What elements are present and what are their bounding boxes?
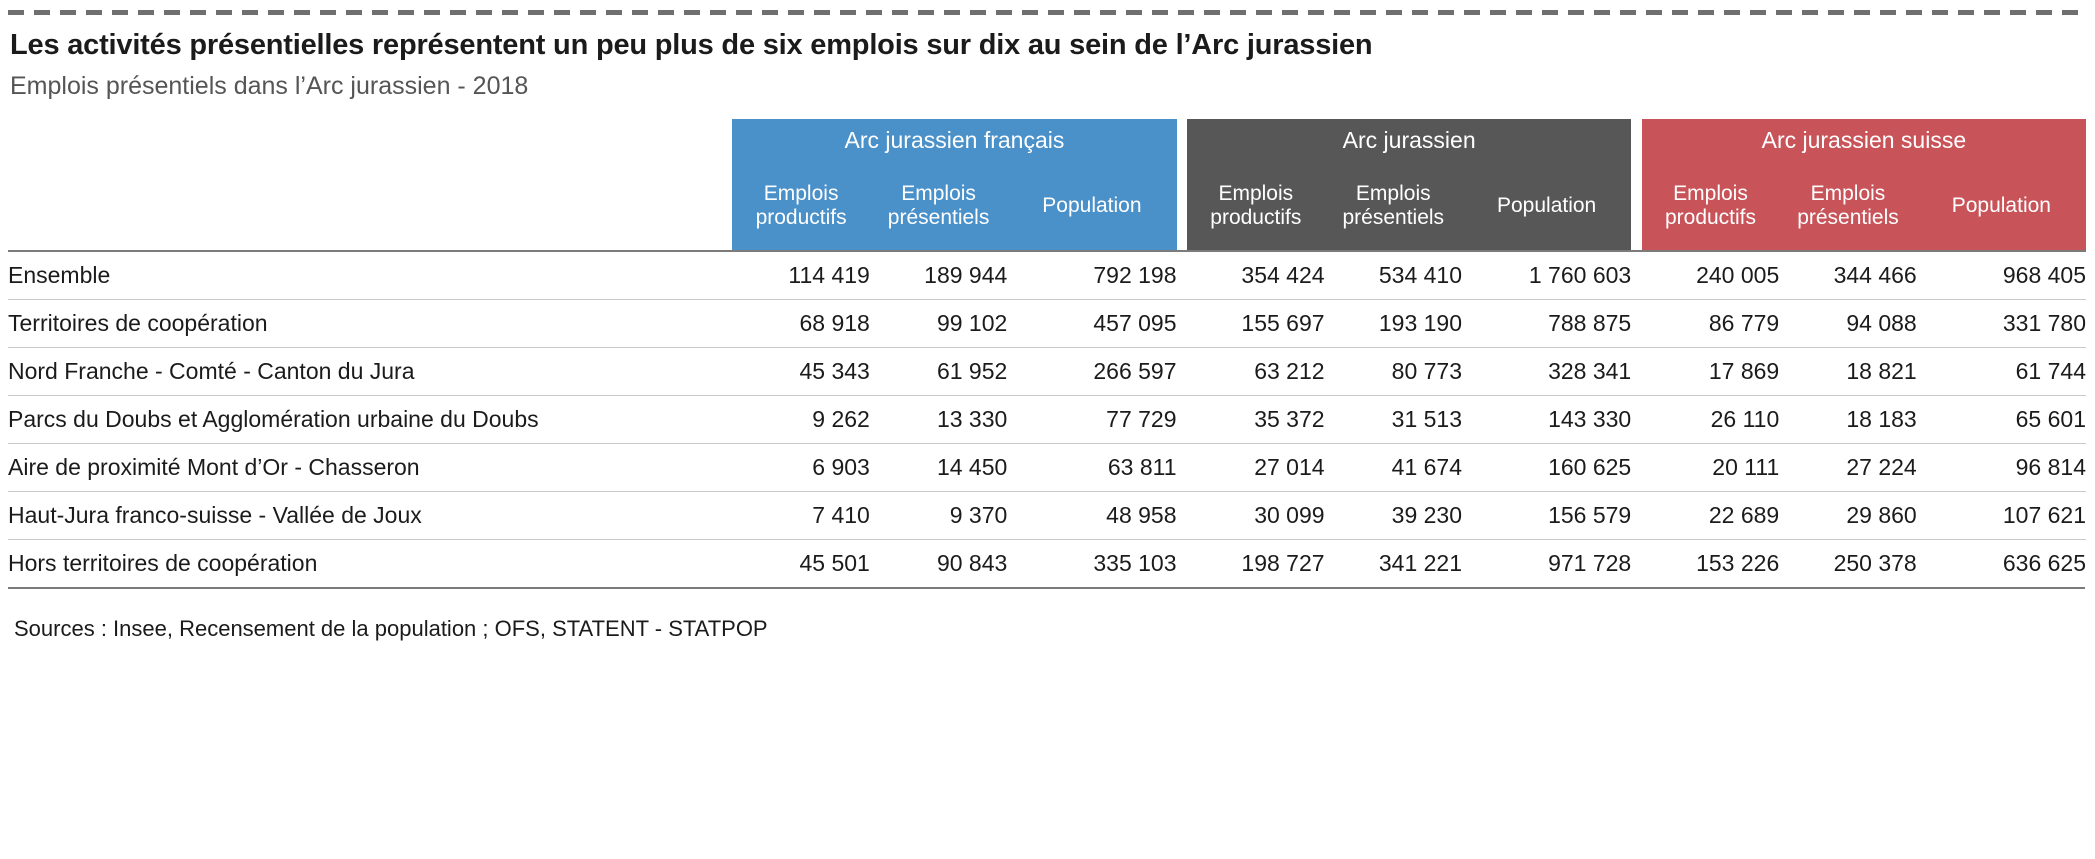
col-header-arc-emplois-productifs bbox=[1187, 161, 1324, 251]
col-header-line1: Emplois bbox=[1355, 182, 1431, 206]
table-row bbox=[8, 347, 2086, 395]
row-value: 335 103 bbox=[1007, 539, 1176, 587]
row-gap bbox=[1177, 299, 1188, 347]
row-gap bbox=[1177, 443, 1188, 491]
row-gap bbox=[1631, 251, 1642, 299]
row-value: 240 005 bbox=[1642, 251, 1779, 299]
row-value: 9 370 bbox=[870, 491, 1007, 539]
page-subtitle: Emplois présentiels dans l’Arc jurassien - 2018 bbox=[10, 72, 529, 101]
col-header-line1: Emplois bbox=[1810, 182, 1886, 206]
row-value: 328 341 bbox=[1462, 347, 1631, 395]
table-row bbox=[8, 299, 2086, 347]
row-value: 13 330 bbox=[870, 395, 1007, 443]
row-value: 331 780 bbox=[1917, 299, 2086, 347]
row-gap bbox=[1631, 443, 1642, 491]
row-label: Territoires de coopération bbox=[8, 299, 732, 347]
row-label: Hors territoires de coopération bbox=[8, 539, 732, 587]
page-root bbox=[0, 10, 2095, 859]
sources-block bbox=[8, 587, 2085, 642]
row-value: 14 450 bbox=[870, 443, 1007, 491]
col-header-fr-emplois-presentiels bbox=[870, 161, 1007, 251]
row-value: 18 821 bbox=[1779, 347, 1916, 395]
row-value: 1 760 603 bbox=[1462, 251, 1631, 299]
row-gap bbox=[1631, 347, 1642, 395]
row-value: 96 814 bbox=[1917, 443, 2086, 491]
row-value: 39 230 bbox=[1325, 491, 1462, 539]
row-value: 29 860 bbox=[1779, 491, 1916, 539]
sources-text: Sources : Insee, Recensement de la population ; OFS, STATENT - STATPOP bbox=[14, 616, 768, 642]
row-value: 48 958 bbox=[1007, 491, 1176, 539]
title-block bbox=[0, 15, 2095, 101]
row-label: Aire de proximité Mont d’Or - Chasseron bbox=[8, 443, 732, 491]
row-value: 457 095 bbox=[1007, 299, 1176, 347]
row-value: 77 729 bbox=[1007, 395, 1176, 443]
row-value: 45 343 bbox=[732, 347, 869, 395]
group-gap-3 bbox=[1177, 161, 1188, 251]
header-corner-cell bbox=[8, 119, 732, 161]
row-label: Parcs du Doubs et Agglomération urbaine du Doubs bbox=[8, 395, 732, 443]
row-value: 61 744 bbox=[1917, 347, 2086, 395]
row-label: Haut-Jura franco-suisse - Vallée de Joux bbox=[8, 491, 732, 539]
row-value: 9 262 bbox=[732, 395, 869, 443]
row-value: 63 212 bbox=[1187, 347, 1324, 395]
col-header-line2: productifs bbox=[1664, 205, 1757, 229]
table-row bbox=[8, 251, 2086, 299]
row-value: 968 405 bbox=[1917, 251, 2086, 299]
col-header-fr-population bbox=[1007, 161, 1176, 251]
row-value: 341 221 bbox=[1325, 539, 1462, 587]
row-value: 193 190 bbox=[1325, 299, 1462, 347]
row-gap bbox=[1177, 395, 1188, 443]
row-value: 156 579 bbox=[1462, 491, 1631, 539]
col-header-line1: Population bbox=[1951, 193, 2051, 217]
row-value: 41 674 bbox=[1325, 443, 1462, 491]
row-gap bbox=[1177, 347, 1188, 395]
table-row bbox=[8, 539, 2086, 587]
row-value: 266 597 bbox=[1007, 347, 1176, 395]
col-header-line2: présentiels bbox=[1342, 205, 1445, 229]
row-value: 30 099 bbox=[1187, 491, 1324, 539]
row-value: 22 689 bbox=[1642, 491, 1779, 539]
col-header-fr-emplois-productifs bbox=[732, 161, 869, 251]
row-value: 68 918 bbox=[732, 299, 869, 347]
group-gap-2 bbox=[1631, 119, 1642, 161]
row-value: 636 625 bbox=[1917, 539, 2086, 587]
row-value: 86 779 bbox=[1642, 299, 1779, 347]
row-value: 90 843 bbox=[870, 539, 1007, 587]
row-value: 143 330 bbox=[1462, 395, 1631, 443]
row-value: 18 183 bbox=[1779, 395, 1916, 443]
group-header-arc-jurassien: Arc jurassien bbox=[1187, 119, 1631, 161]
group-gap-4 bbox=[1631, 161, 1642, 251]
group-header-arc-jurassien-francais: Arc jurassien français bbox=[732, 119, 1176, 161]
col-header-line1: Emplois bbox=[1673, 182, 1748, 206]
row-gap bbox=[1177, 539, 1188, 587]
row-value: 17 869 bbox=[1642, 347, 1779, 395]
row-value: 94 088 bbox=[1779, 299, 1916, 347]
group-header-arc-jurassien-suisse: Arc jurassien suisse bbox=[1642, 119, 2086, 161]
employment-table bbox=[8, 119, 2086, 587]
row-value: 189 944 bbox=[870, 251, 1007, 299]
row-value: 250 378 bbox=[1779, 539, 1916, 587]
row-value: 160 625 bbox=[1462, 443, 1631, 491]
col-header-arc-population bbox=[1462, 161, 1631, 251]
row-gap bbox=[1177, 251, 1188, 299]
row-value: 27 224 bbox=[1779, 443, 1916, 491]
row-value: 6 903 bbox=[732, 443, 869, 491]
table-row bbox=[8, 491, 2086, 539]
col-header-line1: Population bbox=[1042, 193, 1142, 217]
row-value: 35 372 bbox=[1187, 395, 1324, 443]
row-value: 153 226 bbox=[1642, 539, 1779, 587]
col-header-line2: productifs bbox=[755, 205, 847, 229]
col-header-line1: Emplois bbox=[901, 182, 976, 206]
row-value: 80 773 bbox=[1325, 347, 1462, 395]
row-value: 26 110 bbox=[1642, 395, 1779, 443]
row-value: 107 621 bbox=[1917, 491, 2086, 539]
group-gap-1 bbox=[1177, 119, 1188, 161]
page-title: Les activités présentielles représentent un peu plus de six emplois sur dix au sein de l’Arc jurassien bbox=[10, 29, 1373, 61]
row-gap bbox=[1631, 299, 1642, 347]
row-value: 99 102 bbox=[870, 299, 1007, 347]
col-header-ch-population bbox=[1917, 161, 2086, 251]
col-header-line2: productifs bbox=[1210, 205, 1302, 229]
col-header-line1: Population bbox=[1496, 193, 1597, 217]
row-value: 155 697 bbox=[1187, 299, 1324, 347]
row-gap bbox=[1631, 539, 1642, 587]
row-gap bbox=[1631, 491, 1642, 539]
row-value: 7 410 bbox=[732, 491, 869, 539]
col-header-line2: présentiels bbox=[1797, 205, 1899, 229]
row-value: 65 601 bbox=[1917, 395, 2086, 443]
col-header-line1: Emplois bbox=[1218, 182, 1294, 206]
col-header-ch-emplois-productifs bbox=[1642, 161, 1779, 251]
row-value: 61 952 bbox=[870, 347, 1007, 395]
row-gap bbox=[1631, 395, 1642, 443]
table-group-header-row bbox=[8, 119, 2086, 161]
col-header-line2: présentiels bbox=[887, 205, 990, 229]
row-value: 63 811 bbox=[1007, 443, 1176, 491]
row-value: 27 014 bbox=[1187, 443, 1324, 491]
col-header-ch-emplois-presentiels bbox=[1779, 161, 1916, 251]
table-column-header-row bbox=[8, 161, 2086, 251]
row-value: 971 728 bbox=[1462, 539, 1631, 587]
row-value: 354 424 bbox=[1187, 251, 1324, 299]
row-label: Ensemble bbox=[8, 251, 732, 299]
row-value: 20 111 bbox=[1642, 443, 1779, 491]
row-value: 792 198 bbox=[1007, 251, 1176, 299]
row-value: 114 419 bbox=[732, 251, 869, 299]
row-value: 534 410 bbox=[1325, 251, 1462, 299]
row-value: 344 466 bbox=[1779, 251, 1916, 299]
row-value: 45 501 bbox=[732, 539, 869, 587]
row-value: 788 875 bbox=[1462, 299, 1631, 347]
row-label: Nord Franche - Comté - Canton du Jura bbox=[8, 347, 732, 395]
header-corner-cell-2 bbox=[8, 161, 732, 251]
table-row bbox=[8, 443, 2086, 491]
col-header-line1: Emplois bbox=[763, 182, 839, 206]
row-value: 31 513 bbox=[1325, 395, 1462, 443]
col-header-arc-emplois-presentiels bbox=[1325, 161, 1462, 251]
row-value: 198 727 bbox=[1187, 539, 1324, 587]
table-row bbox=[8, 395, 2086, 443]
row-gap bbox=[1177, 491, 1188, 539]
